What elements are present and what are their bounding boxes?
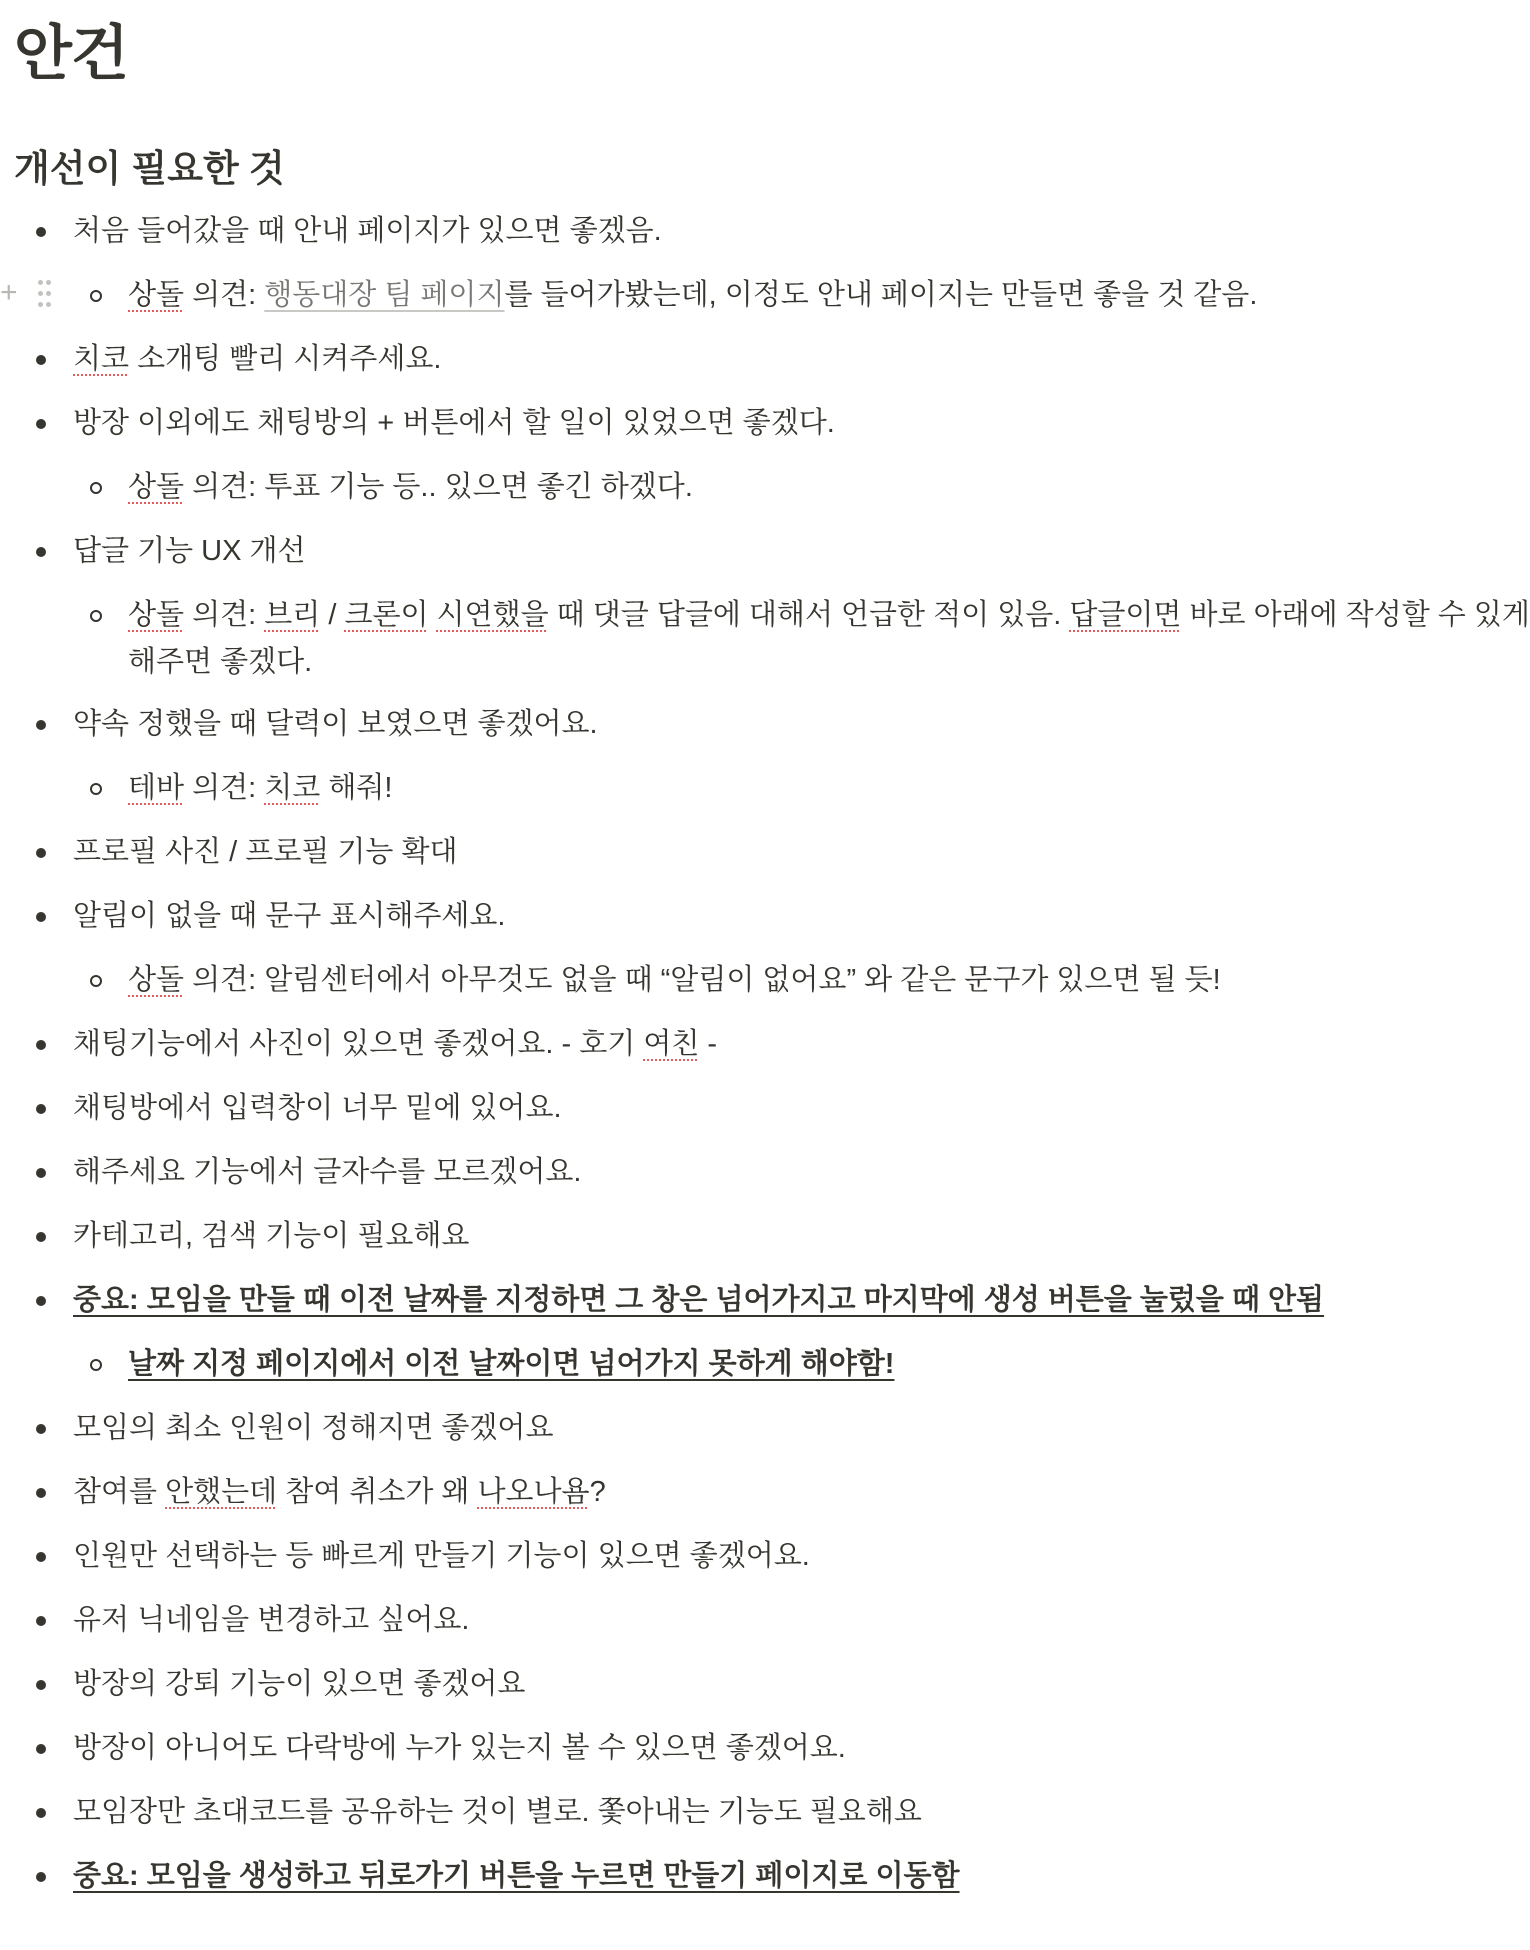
bullet-item[interactable] (0, 1213, 1530, 1277)
item-text[interactable] (128, 599, 1530, 678)
page-link[interactable]: 행동대장 팀 페이지 (264, 279, 505, 311)
bullet-item[interactable] (0, 208, 1530, 272)
text-run: 모임의 최소 인원이 정해지면 좋겠어요 (73, 1412, 554, 1444)
text-run: 치코 (264, 772, 321, 804)
sub-bullet-item[interactable] (0, 1341, 1530, 1405)
item-text[interactable] (73, 1412, 553, 1444)
sub-bullet-item[interactable] (0, 464, 1530, 528)
bullet-item[interactable] (0, 1533, 1530, 1597)
item-text[interactable] (73, 1092, 562, 1124)
bullet-list (0, 208, 1530, 1917)
text-run: 카테고리, 검색 기능이 필요해요 (73, 1220, 470, 1252)
item-text[interactable] (128, 471, 693, 503)
sub-bullet-item[interactable] (0, 765, 1530, 829)
section-heading[interactable]: 개선이 필요한 것 (14, 148, 285, 189)
text-run: 의견: 알림센터에서 아무것도 없을 때 “알림이 없어요” 와 같은 문구가 있으면 될 듯! (184, 964, 1221, 996)
bullet-item[interactable] (0, 1085, 1530, 1149)
text-run: 날짜 지정 페이지에서 이전 날짜이면 넘어가지 못하게 해야함! (128, 1348, 895, 1380)
text-run: / (320, 599, 345, 631)
bullet-item[interactable] (0, 1725, 1530, 1789)
item-text[interactable] (73, 407, 835, 439)
bullet-item[interactable] (0, 336, 1530, 400)
item-text[interactable] (128, 279, 1257, 311)
text-run: 치코 (73, 343, 130, 375)
text-run: 방장이 아니어도 다락방에 누가 있는지 볼 수 있으면 좋겠어요. (73, 1732, 846, 1764)
bullet-item[interactable] (0, 528, 1530, 592)
item-text[interactable] (73, 1540, 810, 1572)
text-run: 처음 들어갔을 때 안내 페이지가 있으면 좋겠음. (73, 215, 662, 247)
text-run: 의견: (184, 772, 265, 804)
sub-bullet-item[interactable] (0, 272, 1530, 336)
text-run: 약속 정했을 때 달력이 보였으면 좋겠어요. (73, 708, 598, 740)
text-run: 소개팅 빨리 시켜주세요. (129, 343, 442, 375)
item-text[interactable] (73, 535, 306, 567)
bullet-item[interactable] (0, 1469, 1530, 1533)
text-run: ? (589, 1476, 606, 1508)
text-run: 바로 아래에 작성할 수 있게 해주면 좋겠다. (128, 599, 1530, 678)
bullet-item[interactable] (0, 1277, 1530, 1341)
item-text[interactable] (73, 1796, 922, 1828)
item-text[interactable] (73, 1156, 581, 1188)
text-run (428, 599, 436, 631)
text-run: - (699, 1028, 718, 1060)
text-run: 모임장만 초대코드를 공유하는 것이 별로. 쫓아내는 기능도 필요해요 (73, 1796, 922, 1828)
drag-handle-icon[interactable] (38, 280, 52, 308)
bullet-item[interactable] (0, 829, 1530, 893)
text-run: 중요: 모임을 만들 때 이전 날짜를 지정하면 그 창은 넘어가지고 마지막에 생성 버튼을 눌렀을 때 안됨 (73, 1284, 1325, 1316)
text-run: 상돌 (128, 279, 185, 311)
text-run: 의견: 투표 기능 등.. 있으면 좋긴 하겠다. (184, 471, 693, 503)
text-run: 프로필 사진 / 프로필 기능 확대 (73, 836, 458, 868)
text-run: 의견: (184, 599, 265, 631)
bullet-item[interactable] (0, 1661, 1530, 1725)
item-text[interactable] (73, 1476, 606, 1508)
text-run: 상돌 (128, 599, 185, 631)
text-run: 참여를 (73, 1476, 166, 1508)
item-text[interactable] (73, 1860, 960, 1892)
item-text[interactable] (128, 964, 1221, 996)
text-run: 알림이 없을 때 문구 표시해주세요. (73, 900, 506, 932)
item-text[interactable] (128, 772, 392, 804)
bullet-item[interactable] (0, 1789, 1530, 1853)
text-run: 브리 (264, 599, 321, 631)
bullet-item[interactable] (0, 701, 1530, 765)
item-text[interactable] (73, 836, 458, 868)
text-run: 크론이 (344, 599, 429, 631)
item-text[interactable] (73, 215, 662, 247)
bullet-item[interactable] (0, 1405, 1530, 1469)
item-text[interactable] (73, 900, 505, 932)
text-run: 나오나욤 (477, 1476, 590, 1508)
item-text[interactable] (128, 1348, 894, 1380)
text-run: 채팅방에서 입력창이 너무 밑에 있어요. (73, 1092, 562, 1124)
sub-bullet-item[interactable] (0, 592, 1530, 701)
text-run: 인원만 선택하는 등 빠르게 만들기 기능이 있으면 좋겠어요. (73, 1540, 810, 1572)
page-title[interactable]: 안건 (14, 20, 128, 87)
text-run: 의견: (184, 279, 265, 311)
text-run: 해주세요 기능에서 글자수를 모르겠어요. (73, 1156, 582, 1188)
text-run: 해줘! (320, 772, 393, 804)
bullet-item[interactable] (0, 893, 1530, 957)
item-text[interactable] (73, 343, 441, 375)
item-text[interactable] (73, 1732, 846, 1764)
text-run: 를 들어가봤는데, 이정도 안내 페이지는 만들면 좋을 것 같음. (504, 279, 1258, 311)
text-run: 답글 기능 UX 개선 (73, 535, 306, 567)
bullet-item[interactable] (0, 1149, 1530, 1213)
text-run: 때 댓글 답글에 대해서 언급한 적이 있음. (548, 599, 1070, 631)
item-text[interactable] (73, 1220, 469, 1252)
item-text[interactable] (73, 1284, 1324, 1316)
text-run: 답글이면 (1069, 599, 1182, 631)
bullet-item[interactable] (0, 1597, 1530, 1661)
text-run: 방장의 강퇴 기능이 있으면 좋겠어요 (73, 1668, 526, 1700)
item-text[interactable] (73, 1028, 717, 1060)
bullet-item[interactable] (0, 400, 1530, 464)
sub-bullet-item[interactable] (0, 957, 1530, 1021)
block-handles (0, 276, 60, 316)
text-run: 상돌 (128, 471, 185, 503)
text-run: 유저 닉네임을 변경하고 싶어요. (73, 1604, 470, 1636)
item-text[interactable] (73, 1604, 469, 1636)
item-text[interactable] (73, 708, 598, 740)
text-run: 중요: 모임을 생성하고 뒤로가기 버튼을 누르면 만들기 페이지로 이동함 (73, 1860, 960, 1892)
text-run: 채팅기능에서 사진이 있으면 좋겠어요. - 호기 (73, 1028, 644, 1060)
text-run: 여친 (643, 1028, 700, 1060)
bullet-item[interactable] (0, 1853, 1530, 1917)
add-block-icon[interactable]: + (0, 276, 18, 309)
item-text[interactable] (73, 1668, 525, 1700)
text-run: 참여 취소가 왜 (277, 1476, 478, 1508)
text-run: 안했는데 (165, 1476, 278, 1508)
text-run: 시연했을 (436, 599, 549, 631)
bullet-item[interactable] (0, 1021, 1530, 1085)
text-run: 상돌 (128, 964, 185, 996)
text-run: 테바 (128, 772, 185, 804)
text-run: 방장 이외에도 채팅방의 + 버튼에서 할 일이 있었으면 좋겠다. (73, 407, 835, 439)
